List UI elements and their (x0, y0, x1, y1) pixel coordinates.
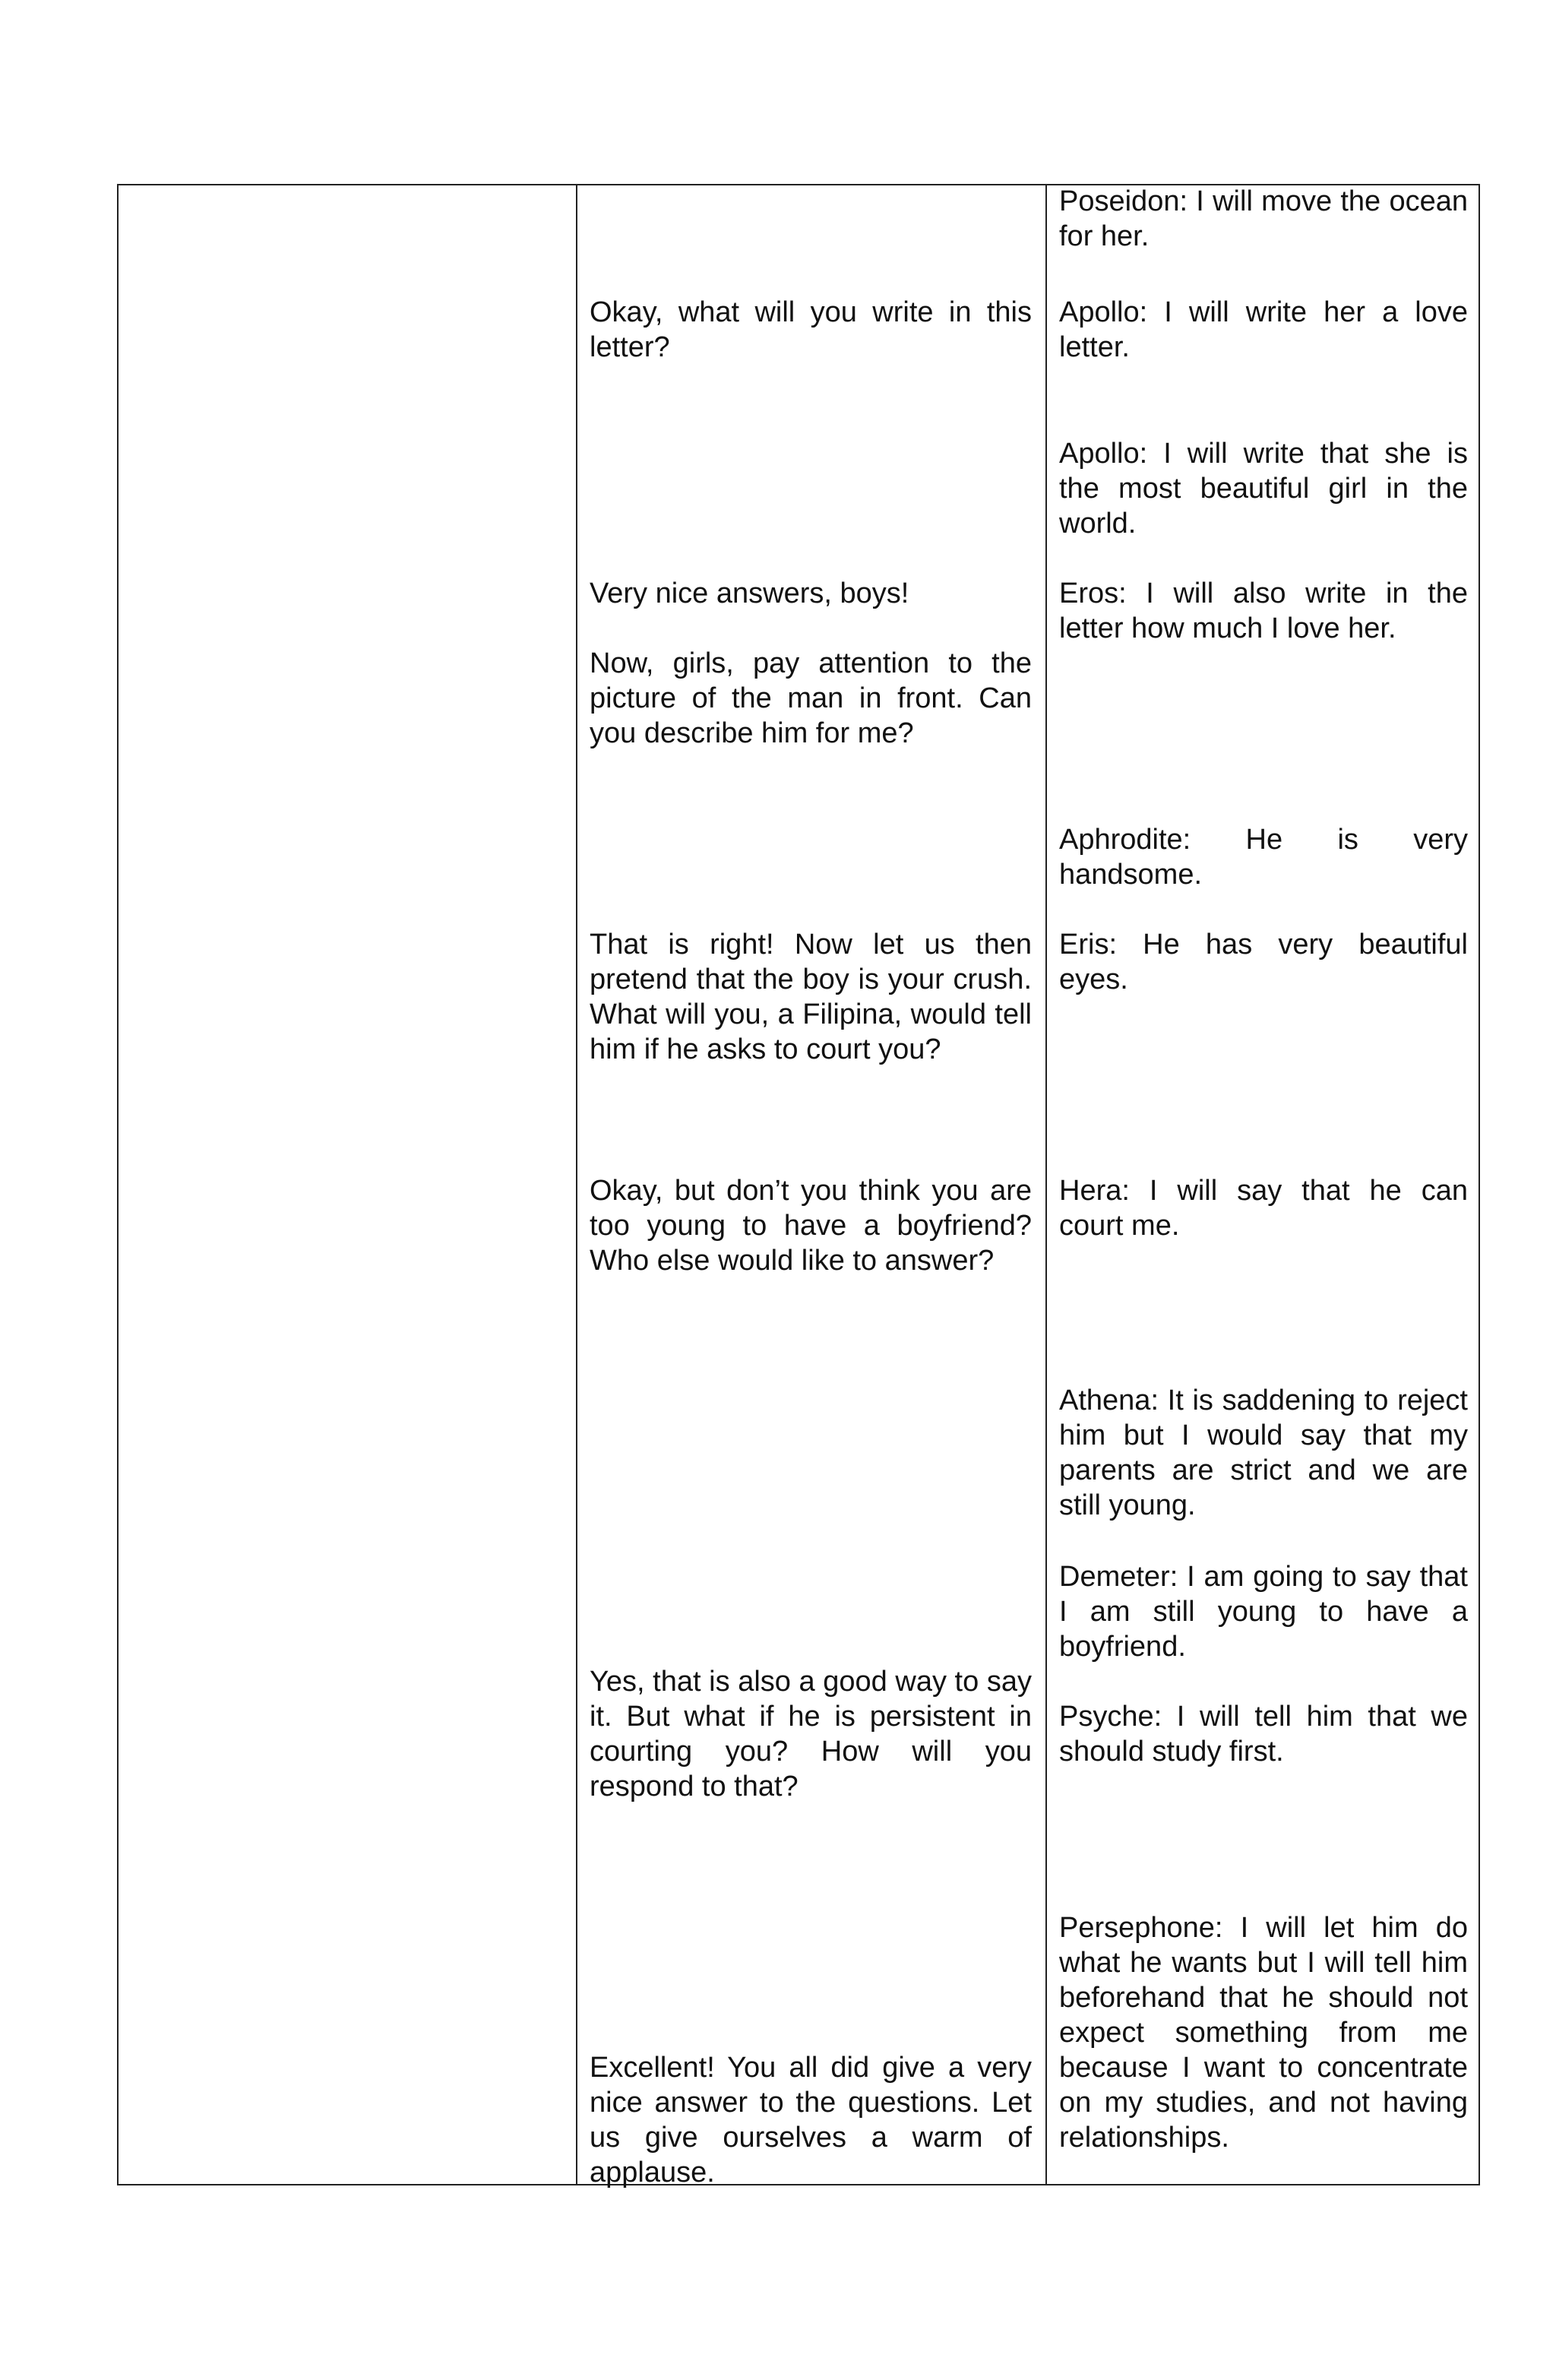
teacher-line: Excellent! You all did give a very nice answer to the questions. Let us give ourselves a warm of applause. (590, 2052, 1032, 2189)
lesson-table (117, 184, 1480, 2189)
student-line: Eros: I will also write in the letter how much I love her. (1059, 578, 1468, 644)
column-divider-left (576, 185, 577, 2184)
student-line: Athena: It is saddening to reject him but I would say that my parents are strict and we are still young. (1059, 1385, 1468, 1521)
student-line: Eris: He has very beautiful eyes. (1059, 929, 1468, 995)
student-line: Hera: I will say that he can court me. (1059, 1175, 1468, 1242)
student-line: Psyche: I will tell him that we should study first. (1059, 1701, 1468, 1768)
teacher-line: Very nice answers, boys! (590, 578, 909, 609)
student-line: Poseidon: I will move the ocean for her. (1059, 185, 1468, 252)
student-line: Demeter: I am going to say that I am still young to have a boyfriend. (1059, 1561, 1468, 1663)
teacher-line: Yes, that is also a good way to say it. But what if he is persistent in courting you? How will you respond to that? (590, 1666, 1032, 1802)
student-line: Apollo: I will write her a love letter. (1059, 296, 1468, 363)
teacher-line: Now, girls, pay attention to the picture of the man in front. Can you describe him for me? (590, 647, 1032, 749)
student-line: Persephone: I will let him do what he wants but I will tell him beforehand that he should not expect something from me because I want to concentrate on my studies, and not having relationships. (1059, 1912, 1468, 2154)
student-line: Aphrodite: He is very handsome. (1059, 824, 1468, 891)
teacher-line: Okay, but don’t you think you are too young to have a boyfriend? Who else would like to answer? (590, 1175, 1032, 1277)
teacher-line: Okay, what will you write in this letter? (590, 296, 1032, 363)
student-line: Apollo: I will write that she is the most beautiful girl in the world. (1059, 438, 1468, 540)
column-divider-right (1045, 185, 1047, 2184)
teacher-line: That is right! Now let us then pretend that the boy is your crush. What will you, a Filipina, would tell him if he asks to court you? (590, 929, 1032, 1065)
